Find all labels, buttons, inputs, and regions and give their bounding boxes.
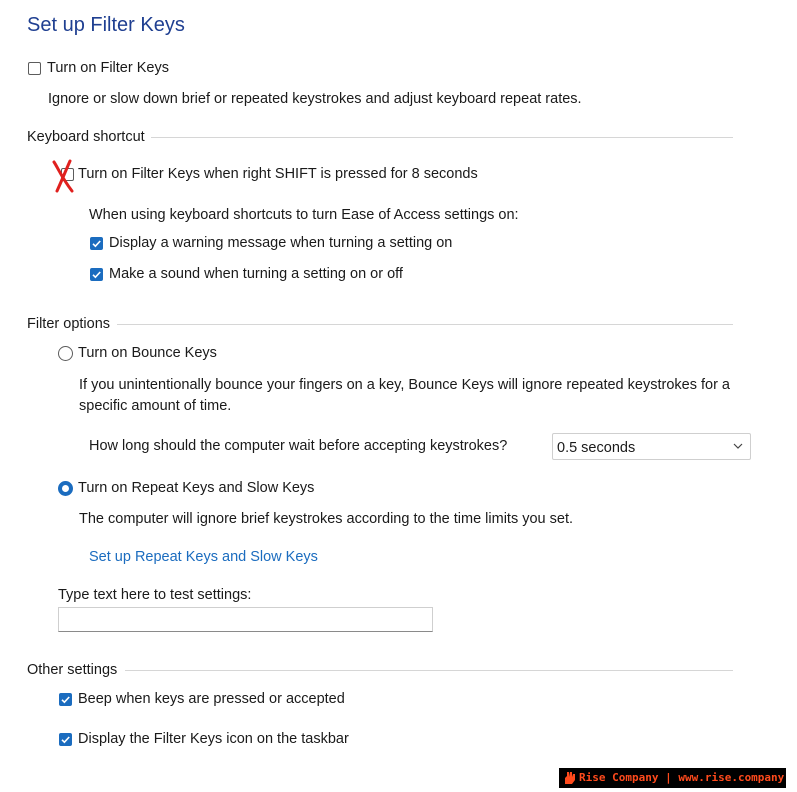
beep-checkbox[interactable] [59,693,72,706]
repeat-keys-description: The computer will ignore brief keystrokes according to the time limits you set. [79,511,574,527]
filter-options-heading: Filter options [27,315,116,333]
filter-keys-checkbox[interactable] [28,62,41,75]
watermark-text: Rise Company | www.rise.company [579,771,785,784]
other-settings-heading: Other settings [27,661,123,679]
filter-keys-description: Ignore or slow down brief or repeated keystrokes and adjust keyboard repeat rates. [48,91,582,107]
repeat-keys-radio[interactable] [58,481,73,496]
taskbar-icon-label[interactable]: Display the Filter Keys icon on the taskbar [78,731,349,747]
shift-shortcut-label[interactable]: Turn on Filter Keys when right SHIFT is pressed for 8 seconds [78,166,478,182]
filter-keys-label[interactable]: Turn on Filter Keys [47,60,169,76]
bounce-keys-description: If you unintentionally bounce your fingers on a key, Bounce Keys will ignore repeated keystrokes for a specific amount of time. [79,377,730,414]
test-text-label: Type text here to test settings: [58,587,252,603]
shortcut-info-text: When using keyboard shortcuts to turn Ease of Access settings on: [89,207,519,223]
checkmark-icon [59,733,72,746]
sound-label[interactable]: Make a sound when turning a setting on or off [109,266,403,282]
repeat-keys-setup-link[interactable]: Set up Repeat Keys and Slow Keys [89,549,318,565]
bounce-keys-label[interactable]: Turn on Bounce Keys [78,345,217,361]
beep-label[interactable]: Beep when keys are pressed or accepted [78,691,345,707]
watermark-banner [559,768,786,788]
bounce-keys-radio[interactable] [58,346,73,361]
section-divider [125,670,733,671]
wait-time-label: How long should the computer wait before accepting keystrokes? [89,438,508,454]
wait-time-dropdown[interactable] [552,433,751,460]
hand-logo-icon [563,771,576,785]
checkmark-icon [90,237,103,250]
page-title: Set up Filter Keys [27,14,185,36]
wait-time-value: 0.5 seconds [557,440,636,456]
sound-checkbox[interactable] [90,268,103,281]
repeat-keys-label[interactable]: Turn on Repeat Keys and Slow Keys [78,480,315,496]
section-divider [150,137,733,138]
checkmark-icon [59,693,72,706]
warning-message-label[interactable]: Display a warning message when turning a setting on [109,235,453,251]
taskbar-icon-checkbox[interactable] [59,733,72,746]
checkmark-icon [90,268,103,281]
red-x-mark-icon [50,158,78,194]
test-text-input[interactable] [58,607,433,632]
chevron-down-icon [733,442,743,450]
section-divider [117,324,733,325]
warning-message-checkbox[interactable] [90,237,103,250]
keyboard-shortcut-heading: Keyboard shortcut [27,128,151,146]
